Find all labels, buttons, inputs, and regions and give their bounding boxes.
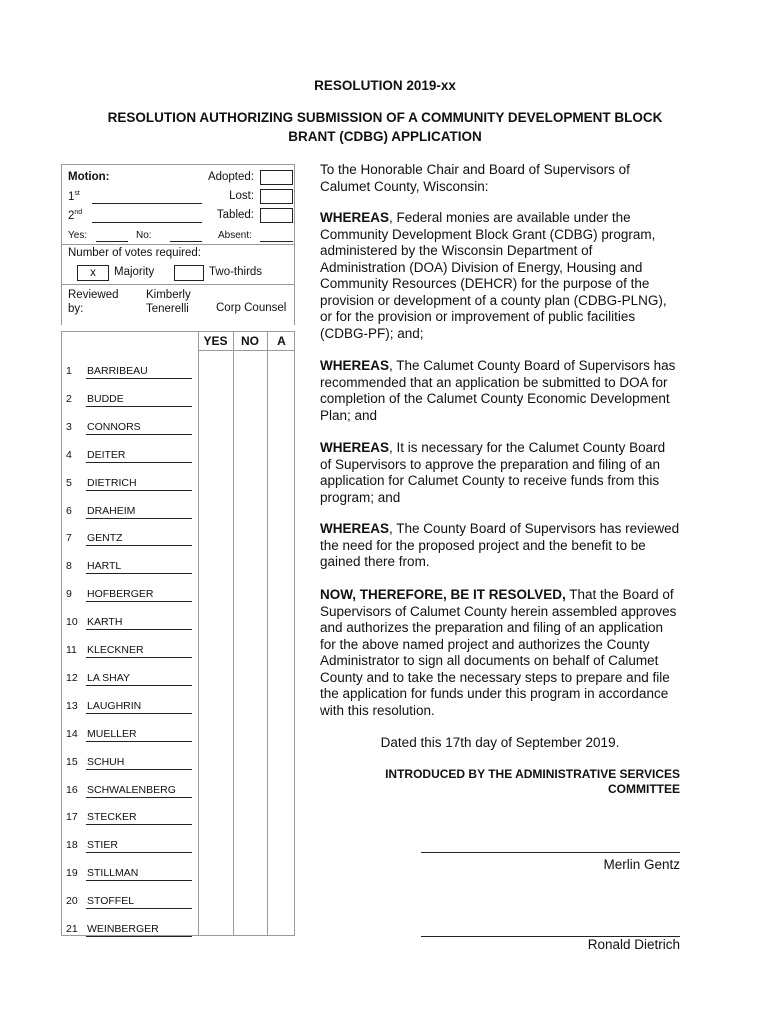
subtitle-line-1: RESOLUTION AUTHORIZING SUBMISSION OF A COMMUNITY DEVELOPMENT BLOCK [107,110,663,125]
member-row [62,867,198,881]
lost-label: Lost: [229,190,254,202]
member-row [62,532,198,546]
member-row [62,811,198,825]
resolution-title: RESOLUTION 2019-xx [314,78,456,93]
member-number: 21 [66,923,78,935]
grid-col-divider [198,332,199,935]
member-name: KARTH [86,616,192,630]
majority-label: Majority [114,266,155,278]
tabled-box[interactable] [260,208,293,223]
col-header-no: NO [241,334,259,348]
member-row [62,784,198,798]
member-number: 5 [66,476,72,489]
votes-required-label: Number of votes required: [68,247,201,259]
member-name: CONNORS [86,421,192,435]
member-number: 3 [66,420,72,433]
address: To the Honorable Chair and Board of Supervisors of Calumet County, Wisconsin: [320,162,630,194]
divider [62,284,294,285]
grid-col-divider [233,332,234,935]
motion-label: Motion: [68,171,110,183]
no-label: No: [136,230,152,241]
member-name: HOFBERGER [86,588,192,602]
twothirds-checkbox[interactable] [174,265,204,281]
member-row [62,449,198,463]
member-name: SCHWALENBERG [86,784,192,798]
member-row [62,672,198,686]
member-row [62,560,198,574]
member-name: STIER [86,839,192,853]
grid-col-divider [267,332,268,935]
lost-box[interactable] [260,189,293,204]
signature-line-1[interactable] [421,852,680,853]
member-number: 20 [66,895,78,908]
whereas-4: WHEREAS, The County Board of Supervisors has reviewed the need for the proposed project and the benefit to be gained there from. [320,521,680,569]
member-name: GENTZ [86,532,192,546]
whereas-2: WHEREAS, The Calumet County Board of Supervisors has recommended that an application be submitted to DOA for completion of the Calumet County Economic Development Plan; and [320,358,676,423]
tabled-label: Tabled: [216,209,254,221]
whereas-3: WHEREAS, It is necessary for the Calumet County Board of Supervisors to approve the preparation and filing of an application for Calumet County to receive funds from this program; and [320,440,666,505]
member-number: 2 [66,392,72,405]
member-number: 7 [66,532,72,545]
member-row [62,588,198,602]
twothirds-label: Two-thirds [209,266,263,278]
first-label: 1st [68,190,80,203]
member-number: 12 [66,671,78,684]
member-row [62,839,198,853]
member-name: LAUGHRIN [86,700,192,714]
yes-line[interactable] [96,241,128,242]
member-name: DRAHEIM [86,505,192,519]
second-label: 2nd [68,209,83,222]
member-number: 13 [66,699,78,712]
member-name: BUDDE [86,393,192,407]
reviewer-title: Corp Counsel [216,302,287,314]
member-name: DEITER [86,449,192,463]
reviewer-name: Kimberly Tenerelli [146,289,191,315]
member-row [62,923,198,937]
member-row [62,756,198,770]
member-number: 15 [66,755,78,768]
member-name: HARTL [86,560,192,574]
member-number: 11 [66,644,77,656]
member-row [62,644,198,658]
adopted-label: Adopted: [207,171,254,183]
member-number: 16 [66,783,78,796]
member-row [62,616,198,630]
grid-header-line [198,350,294,351]
member-name: WEINBERGER [86,923,192,937]
adopted-box[interactable] [260,170,293,185]
resolved-clause: NOW, THEREFORE, BE IT RESOLVED, That the Board of Supervisors of Calumet County herein assembled approves and authorizes the preparation and filing of an application for the above named project and authorizes the County Administrator to sign all documents on behalf of Calumet County and to take the necessary steps to prepare and file the application for funds under this program in accordance with this resolution. [320,587,677,718]
absent-line[interactable] [260,241,293,242]
member-number: 14 [66,727,78,740]
whereas-1: WHEREAS, Federal monies are available under the Community Development Block Grant (CDBG) program, administered by the Wisconsin Department of Administration (DOA) Division of Energy, Housing and Community Resources (DEHCR) for the purpose of the provision or development of a county plan (CDBG-PLNG), or for the provision or improvement of public facilities (CDBG-PF); and; [320,210,667,341]
member-number: 4 [66,448,72,461]
member-row [62,421,198,435]
member-number: 18 [66,839,78,852]
member-name: BARRIBEAU [86,365,192,379]
col-header-yes: YES [203,334,228,348]
member-row [62,505,198,519]
second-line[interactable] [92,222,202,223]
member-row [62,700,198,714]
member-number: 8 [66,560,72,573]
member-row [62,728,198,742]
member-number: 19 [66,867,78,880]
absent-label: Absent: [218,230,252,241]
reviewed-label: Reviewed by: [68,289,119,315]
signer-1-name: Merlin Gentz [603,857,680,872]
introduced-by: INTRODUCED BY THE ADMINISTRATIVE SERVICES COMMITTEE [385,767,680,796]
member-name: DIETRICH [86,477,192,491]
member-number: 1 [66,365,72,377]
dated-line: Dated this 17th day of September 2019. [380,735,620,750]
first-line[interactable] [92,203,202,204]
majority-checkbox[interactable]: x [77,265,109,281]
member-name: STILLMAN [86,867,192,881]
member-row [62,477,198,491]
member-number: 6 [66,504,72,517]
member-name: MUELLER [86,728,192,742]
member-name: SCHUH [86,756,192,770]
divider [62,244,294,245]
col-header-absent: A [277,334,286,348]
member-name: STECKER [86,811,192,825]
member-number: 9 [66,588,72,601]
yes-label: Yes: [68,230,88,241]
subtitle-line-2: BRANT (CDBG) APPLICATION [288,129,482,144]
member-number: 17 [66,811,78,824]
resolution-subtitle [85,108,685,146]
member-name: STOFFEL [86,895,192,909]
vote-grid [61,331,295,936]
member-row [62,895,198,909]
member-row [62,393,198,407]
member-number: 10 [66,616,78,629]
member-name: LA SHAY [86,672,192,686]
member-name: KLECKNER [86,644,192,658]
motion-box [61,164,295,325]
signer-2-name: Ronald Dietrich [587,937,680,952]
member-row [62,365,198,379]
no-line[interactable] [170,241,202,242]
